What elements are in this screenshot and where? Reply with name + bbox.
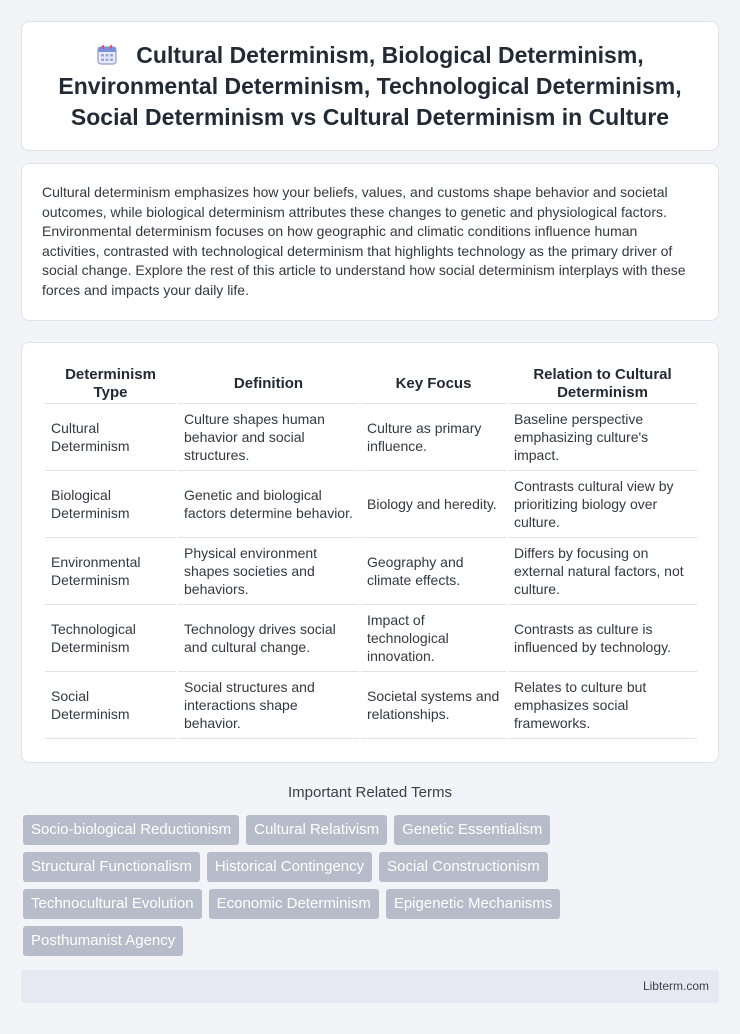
table-cell: Social Determinism bbox=[45, 672, 176, 739]
table-cell: Culture as primary influence. bbox=[361, 404, 506, 471]
related-term-tag[interactable]: Structural Functionalism bbox=[23, 852, 200, 882]
table-cell: Environmental Determinism bbox=[45, 538, 176, 605]
related-terms-list bbox=[23, 815, 723, 963]
calendar-icon bbox=[96, 44, 118, 66]
table-cell: Contrasts as culture is influenced by technology. bbox=[508, 605, 697, 672]
table-cell: Impact of technological innovation. bbox=[361, 605, 506, 672]
table-cell: Geography and climate effects. bbox=[361, 538, 506, 605]
footer-site-link[interactable]: Libterm.com bbox=[642, 979, 709, 993]
table-header-cell: Definition bbox=[178, 360, 359, 404]
table-cell: Baseline perspective emphasizing culture's impact. bbox=[508, 404, 697, 471]
related-term-tag[interactable]: Posthumanist Agency bbox=[23, 926, 183, 956]
comparison-table-card bbox=[21, 342, 719, 763]
table-header-cell: Relation to Cultural Determinism bbox=[508, 360, 697, 404]
related-term-tag[interactable]: Cultural Relativism bbox=[246, 815, 387, 845]
intro-paragraph: Cultural determinism emphasizes how your beliefs, values, and customs shape behavior and societal outcomes, while biological determinism attributes these changes to genetic and physiological factors. Environmental determinism focuses on how geographic and climatic conditions influence human activities, contrasted with technological determinism that highlights technology as the primary driver of social change. Explore the rest of this article to understand how social determinism interplays with these forces and impacts your daily life. bbox=[42, 184, 686, 298]
table-row bbox=[45, 404, 697, 471]
footer bbox=[21, 970, 719, 1003]
table-cell: Biology and heredity. bbox=[361, 471, 506, 538]
related-term-tag[interactable]: Genetic Essentialism bbox=[394, 815, 550, 845]
table-header-cell: Key Focus bbox=[361, 360, 506, 404]
table-row bbox=[45, 672, 697, 739]
related-term-tag[interactable]: Social Constructionism bbox=[379, 852, 548, 882]
table-row bbox=[45, 538, 697, 605]
related-term-tag[interactable]: Historical Contingency bbox=[207, 852, 372, 882]
related-term-tag[interactable]: Economic Determinism bbox=[209, 889, 379, 919]
header-card bbox=[21, 21, 719, 151]
table-cell: Societal systems and relationships. bbox=[361, 672, 506, 739]
table-cell: Technology drives social and cultural change. bbox=[178, 605, 359, 672]
table-cell: Social structures and interactions shape behavior. bbox=[178, 672, 359, 739]
table-cell: Culture shapes human behavior and social structures. bbox=[178, 404, 359, 471]
table-cell: Technological Determinism bbox=[45, 605, 176, 672]
related-term-tag[interactable]: Technocultural Evolution bbox=[23, 889, 202, 919]
table-cell: Biological Determinism bbox=[45, 471, 176, 538]
page-title-text: Cultural Determinism, Biological Determinism, Environmental Determinism, Technological Determinism, Social Determinism vs Cultural Determinism in Culture bbox=[58, 41, 682, 130]
table-cell: Cultural Determinism bbox=[45, 404, 176, 471]
table-cell: Physical environment shapes societies and behaviors. bbox=[178, 538, 359, 605]
page-title bbox=[50, 40, 690, 133]
table-cell: Contrasts cultural view by prioritizing biology over culture. bbox=[508, 471, 697, 538]
table-row bbox=[45, 605, 697, 672]
comparison-table bbox=[43, 360, 699, 739]
table-header-cell: Determinism Type bbox=[45, 360, 176, 404]
table-cell: Relates to culture but emphasizes social frameworks. bbox=[508, 672, 697, 739]
table-row bbox=[45, 471, 697, 538]
related-term-tag[interactable]: Epigenetic Mechanisms bbox=[386, 889, 560, 919]
intro-card bbox=[21, 163, 719, 321]
table-header-row bbox=[45, 360, 697, 404]
table-cell: Differs by focusing on external natural factors, not culture. bbox=[508, 538, 697, 605]
table-cell: Genetic and biological factors determine behavior. bbox=[178, 471, 359, 538]
related-term-tag[interactable]: Socio-biological Reductionism bbox=[23, 815, 239, 845]
related-terms-heading: Important Related Terms bbox=[288, 784, 452, 801]
